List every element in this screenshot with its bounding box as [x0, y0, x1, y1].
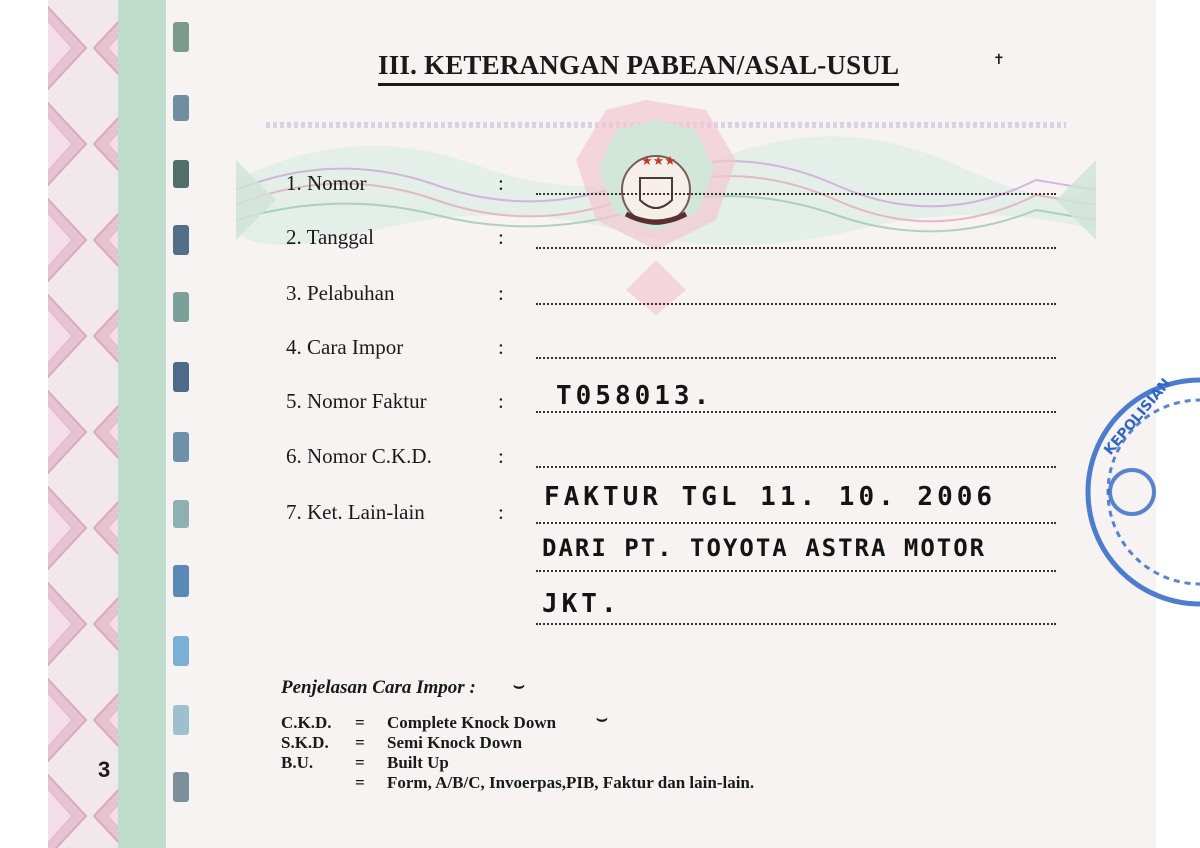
field-value[interactable]: JKT.: [542, 589, 621, 619]
hologram-mark: [173, 160, 189, 188]
field-colon: :: [498, 335, 504, 359]
hologram-mark: [173, 772, 189, 802]
dotted-line: [536, 193, 1056, 195]
field-value[interactable]: DARI PT. TOYOTA ASTRA MOTOR: [542, 534, 987, 562]
hologram-mark: [173, 705, 189, 735]
field-colon: :: [498, 281, 504, 305]
field-colon: :: [498, 389, 504, 413]
continuation-line: [536, 534, 1056, 578]
legend-description: Semi Knock Down: [387, 733, 523, 752]
continuation-line: [536, 589, 1056, 631]
field-colon: :: [498, 500, 504, 524]
field-label: 5. Nomor Faktur: [286, 389, 427, 413]
hologram-mark: [173, 636, 189, 666]
field-label: 2. Tanggal: [286, 225, 374, 249]
hologram-mark: [173, 362, 189, 392]
legend-code: B.U.: [281, 753, 314, 772]
hologram-mark: [173, 500, 189, 528]
dotted-line: [536, 303, 1056, 305]
ink-mark: ✝: [993, 53, 1005, 68]
dotted-line: [536, 570, 1056, 572]
notes-title: Penjelasan Cara Impor :: [281, 677, 476, 698]
field-nomor: [286, 171, 1056, 201]
decorative-border: [0, 0, 135, 848]
field-value[interactable]: FAKTUR TGL 11. 10. 2006: [544, 482, 997, 512]
legend-equals: =: [355, 733, 365, 752]
hologram-mark: [173, 22, 189, 52]
stamp-text: KEPOLISIAN: [1101, 375, 1175, 459]
legend-equals: =: [355, 753, 365, 772]
field-ket-lain-lain: [286, 482, 1056, 530]
hologram-mark: [173, 95, 189, 121]
field-cara-impor: [286, 335, 1056, 365]
dotted-line: [536, 357, 1056, 359]
page-number: 3: [98, 757, 111, 782]
dotted-line: [536, 522, 1056, 524]
field-nomor-ckd: [286, 444, 1056, 474]
legend-code: S.K.D.: [281, 733, 329, 752]
field-label: 3. Pelabuhan: [286, 281, 395, 305]
legend-description: Complete Knock Down: [387, 713, 557, 732]
hologram-mark: [173, 432, 189, 462]
field-pelabuhan: [286, 281, 1056, 311]
legend-code: C.K.D.: [281, 713, 332, 732]
official-stamp-icon: [1082, 362, 1200, 622]
dotted-line: [536, 411, 1056, 413]
legend-description: Built Up: [387, 753, 449, 772]
field-label: 7. Ket. Lain-lain: [286, 500, 425, 524]
field-tanggal: [286, 225, 1056, 255]
dotted-line: [536, 247, 1056, 249]
hologram-mark: [173, 225, 189, 255]
check-mark-icon: ⌣: [596, 708, 608, 728]
field-value[interactable]: T058013.: [556, 381, 714, 411]
field-label: 1. Nomor: [286, 171, 367, 195]
hologram-mark: [173, 292, 189, 322]
dotted-line: [536, 623, 1056, 625]
field-colon: :: [498, 444, 504, 468]
security-strip: [118, 0, 166, 848]
diamond-pattern-icon: [0, 0, 135, 848]
section-title: III. KETERANGAN PABEAN/ASAL-USUL: [378, 50, 899, 86]
hologram-mark: [173, 565, 189, 597]
check-mark-icon: ⌣: [513, 675, 525, 695]
dotted-line: [536, 466, 1056, 468]
field-label: 4. Cara Impor: [286, 335, 404, 359]
field-nomor-faktur: [286, 381, 1056, 419]
field-colon: :: [498, 225, 504, 249]
legend-equals: =: [355, 713, 365, 732]
svg-text:★★★: ★★★: [641, 154, 676, 169]
field-colon: :: [498, 171, 504, 195]
legend-equals: =: [355, 773, 365, 792]
legend-description: Form, A/B/C, Invoerpas,PIB, Faktur dan lain-lain.: [387, 773, 755, 792]
field-label: 6. Nomor C.K.D.: [286, 444, 432, 468]
